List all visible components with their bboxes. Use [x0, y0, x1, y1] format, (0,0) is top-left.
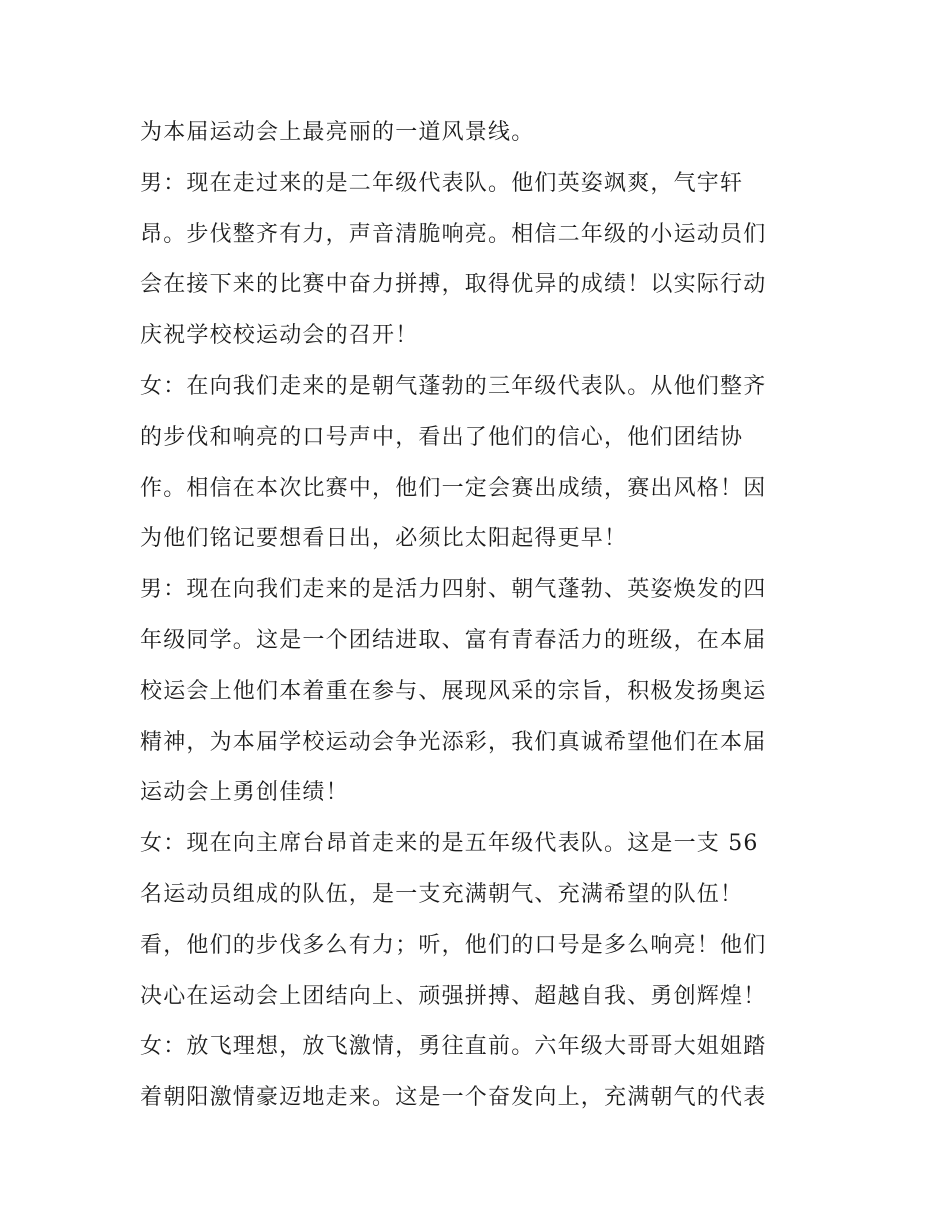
text-line: 会在接下来的比赛中奋力拼搏，取得优异的成绩！以实际行动: [140, 272, 767, 298]
text-line: 看，他们的步伐多么有力；听，他们的口号是多么响亮！他们: [140, 932, 767, 958]
text-line: 昂。步伐整齐有力，声音清脆响亮。相信二年级的小运动员们: [140, 221, 767, 247]
text-line: 庆祝学校校运动会的召开！: [140, 323, 419, 349]
text-line: 女：在向我们走来的是朝气蓬勃的三年级代表队。从他们整齐: [140, 373, 767, 399]
text-line: 着朝阳激情豪迈地走来。这是一个奋发向上，充满朝气的代表: [140, 1085, 767, 1111]
text-line: 女：放飞理想，放飞激情，勇往直前。六年级大哥哥大姐姐踏: [140, 1034, 767, 1060]
text-line: 女：现在向主席台昂首走来的是五年级代表队。这是一支 56: [140, 831, 759, 857]
text-line: 运动会上勇创佳绩！: [140, 780, 349, 806]
text-line: 为他们铭记要想看日出，必须比太阳起得更早！: [140, 526, 628, 552]
text-line: 为本届运动会上最亮丽的一道风景线。: [140, 120, 535, 145]
text-line: 年级同学。这是一个团结进取、富有青春活力的班级，在本届: [140, 627, 767, 653]
text-line: 的步伐和响亮的口号声中，看出了他们的信心，他们团结协: [140, 424, 744, 450]
text-line: 名运动员组成的队伍，是一支充满朝气、充满希望的队伍！: [140, 881, 744, 907]
text-line: 精神，为本届学校运动会争光添彩，我们真诚希望他们在本届: [140, 729, 767, 755]
text-line: 男：现在走过来的是二年级代表队。他们英姿飒爽，气宇轩: [140, 170, 744, 196]
text-line: 男：现在向我们走来的是活力四射、朝气蓬勃、英姿焕发的四: [140, 577, 767, 603]
text-line: 决心在运动会上团结向上、顽强拼搏、超越自我、勇创辉煌！: [140, 983, 767, 1009]
document-body: [140, 108, 820, 1124]
text-line: 校运会上他们本着重在参与、展现风采的宗旨，积极发扬奥运: [140, 678, 767, 704]
text-line: 作。相信在本次比赛中，他们一定会赛出成绩，赛出风格！因: [140, 475, 767, 501]
